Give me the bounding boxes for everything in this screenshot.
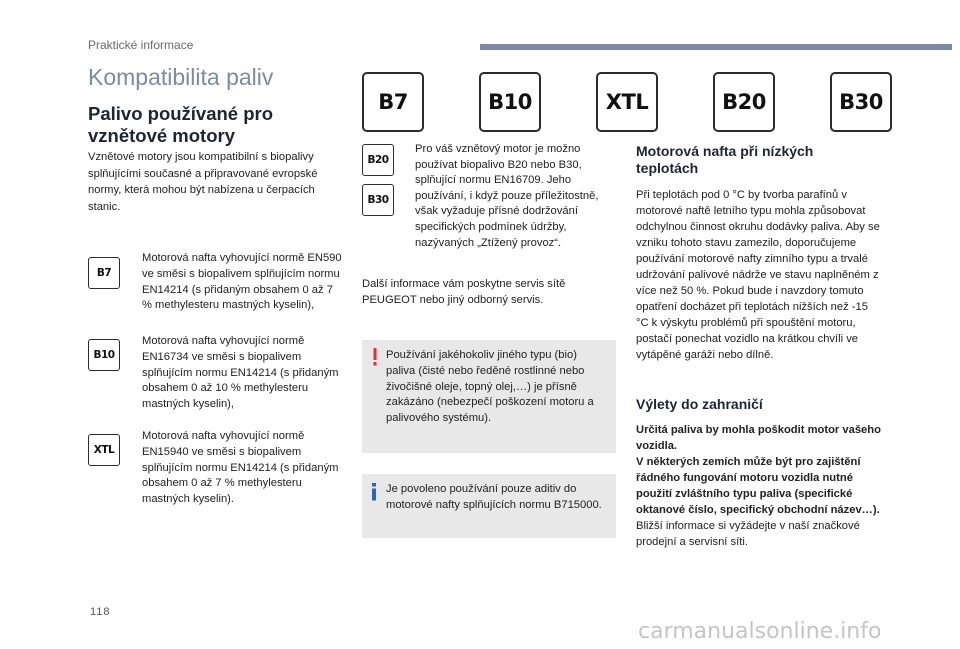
fuel-text-b7: Motorová nafta vyhovující normě EN590 ve směsi s biopalivem splňujícím normu EN14214 (s přidaným obsahem 0 až 7 % methylesteru mastných kyselin), xyxy=(142,252,342,312)
warning-icon xyxy=(371,347,379,367)
fuel-badge-b20: B20 xyxy=(362,144,394,176)
big-badge-b30: B30 xyxy=(830,72,892,132)
fuel-text-xtl: Motorová nafta vyhovující normě EN15940 ve směsi s biopalivem splňujícím normu EN14214 (s přidaným obsahem 0 až 7 % methylesteru mastných kyselin). xyxy=(142,430,339,506)
b20-b30-text: Pro váš vznětový motor je možno používat biopalivo B20 nebo B30, splňující normu EN16709. Jeho používání, i když pouze příležitostně, však vyžaduje přísné dodržování specifických podmínek údržby, nazývaných „Ztížený provoz“. xyxy=(415,143,599,249)
big-badge-xtl: XTL xyxy=(596,72,658,132)
big-badge-b20: B20 xyxy=(713,72,775,132)
main-heading: Palivo používané pro vznětové motory xyxy=(88,103,274,146)
intro-text: Vznětové motory jsou kompatibilní s biopalivy splňujícími současné a připravované evropské normy, která mohou být nabízena u čerpacích stanic. xyxy=(88,151,318,213)
fuel-badge-b7: B7 xyxy=(88,257,120,289)
header-bar xyxy=(480,44,952,50)
page-title: Kompatibilita paliv xyxy=(88,64,274,90)
abroad-content xyxy=(636,422,886,550)
cold-text: Při teplotách pod 0 °C by tvorba parafínů v motorové naftě letního typu mohla způsobovat odchylnou činnost okruhu dodávky paliva. Aby se vzniku tohoto stavu zamezilo, doporučujeme používání motorové nafty zimního typu a trvalé udržování palivové nádrže ve stavu naplněném z více než 50 %. Pokud bude i navzdory tomuto opatření docházet při teplotách nižších než -15 °C k výskytu problémů při spouštění motoru, postačí ponechat vozidlo na krátkou chvíli ve vytápěné garáži nebo dílně. xyxy=(636,189,880,361)
abroad-bold-2: V některých zemích může být pro zajištění řádného fungování motoru vozidla nutné použití zvláštního typu paliva (specifické oktanové číslo, specifický obchodní název…). xyxy=(636,456,880,516)
info-note-text: Je povoleno používání pouze aditiv do motorové nafty splňujících normu B715000. xyxy=(386,483,602,511)
cold-heading: Motorová nafta při nízkých teplotách xyxy=(636,143,814,176)
warning-note xyxy=(362,340,616,453)
fuel-badge-b30: B30 xyxy=(362,184,394,216)
big-badge-b10: B10 xyxy=(479,72,541,132)
abroad-heading: Výlety do zahraničí xyxy=(636,396,763,412)
fuel-text-b10: Motorová nafta vyhovující normě EN16734 ve směsi s biopalivem splňujícím normu EN14214 (s přidaným obsahem 0 až 10 % methylesteru mastných kyselin), xyxy=(142,335,339,411)
info-icon xyxy=(371,482,377,502)
page-number: 118 xyxy=(90,606,111,618)
section-title: Praktické informace xyxy=(88,38,194,52)
abroad-bold-1: Určitá paliva by mohla poškodit motor vašeho vozidla. xyxy=(636,424,881,452)
warning-note-text: Používání jakéhokoliv jiného typu (bio) paliva (čisté nebo ředěné rostlinné nebo živočišné oleje, topný olej,…) je přísně zakázáno (nebezpečí poškození motoru a palivového systému). xyxy=(386,349,594,425)
fuel-badge-b10: B10 xyxy=(88,339,120,371)
abroad-text: Bližší informace si vyžádejte v naší značkové prodejní a servisní síti. xyxy=(636,520,860,548)
big-badge-b7: B7 xyxy=(362,72,424,132)
info-note xyxy=(362,474,616,538)
fuel-badge-xtl: XTL xyxy=(88,434,120,466)
watermark: carmanualsonline.info xyxy=(638,619,882,644)
more-info-text: Další informace vám poskytne servis sítě PEUGEOT nebo jiný odborný servis. xyxy=(362,278,566,306)
